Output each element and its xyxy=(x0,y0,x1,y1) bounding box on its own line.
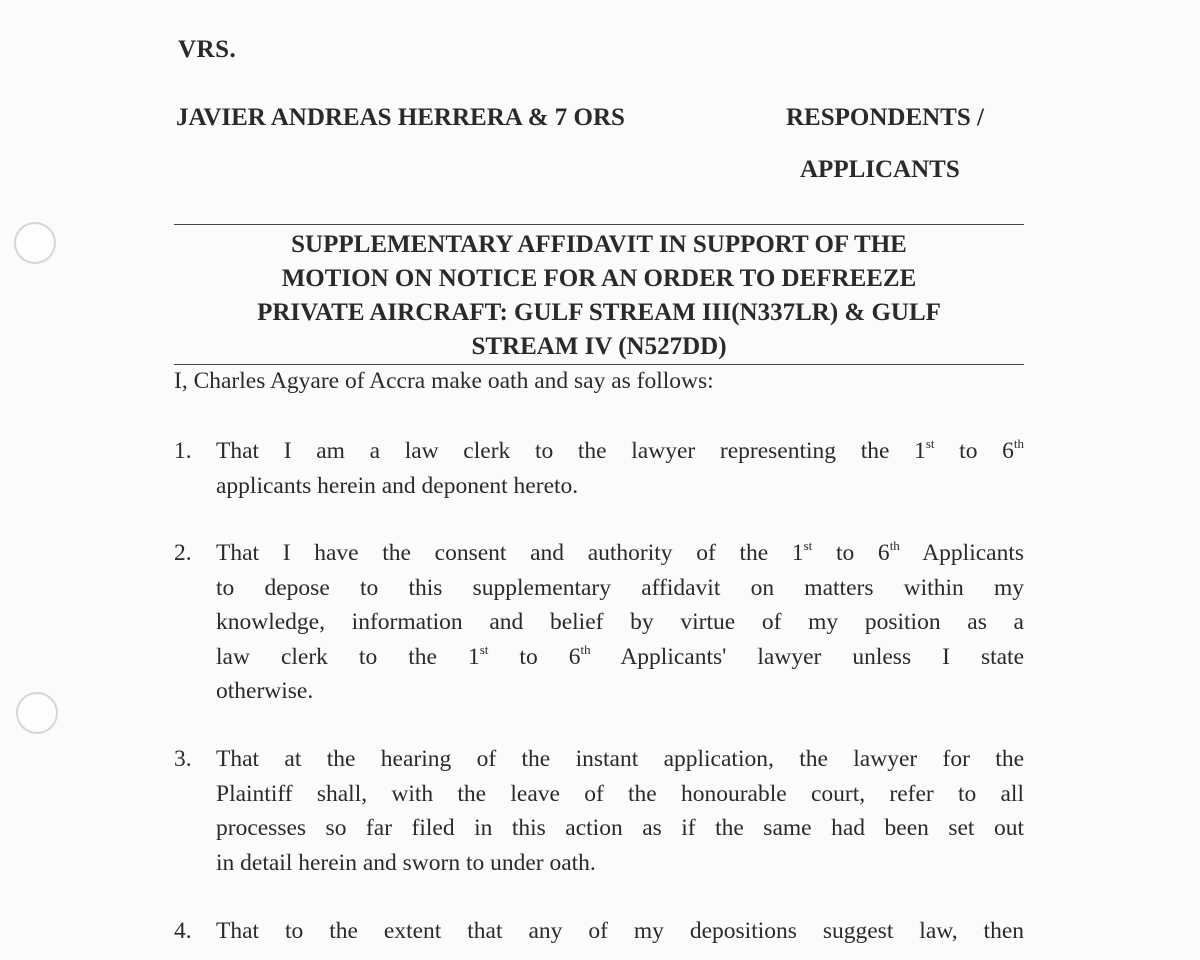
text-line: That at the hearing of the instant application, the lawyer for the xyxy=(216,746,1024,772)
title-bottom-rule xyxy=(174,364,1024,365)
text-line: That to the extent that any of my depositions suggest law, then xyxy=(216,918,1024,944)
title-line: PRIVATE AIRCRAFT: GULF STREAM III(N337LR) & GULF xyxy=(257,299,941,326)
paragraph-3 xyxy=(174,742,1024,880)
title-line: MOTION ON NOTICE FOR AN ORDER TO DEFREEZE xyxy=(281,265,917,292)
paragraph-4 xyxy=(174,914,1024,949)
text-line: in detail herein and sworn to under oath. xyxy=(216,849,596,876)
text-line: to depose to this supplementary affidavit on matters within my xyxy=(216,574,1024,601)
versus-label: VRS. xyxy=(178,36,237,63)
text-line: Plaintiff shall, with the leave of the honourable court, refer to all xyxy=(216,780,1024,807)
title-top-rule xyxy=(174,224,1024,225)
text-line: law clerk to the 1st to 6th Applicants' lawyer unless I state xyxy=(216,641,1025,670)
text-line: That I have the consent and authority of the 1st to 6th Applicants xyxy=(216,538,1025,566)
text-line: applicants herein and deponent hereto. xyxy=(216,472,579,499)
paragraph-2 xyxy=(174,536,1024,709)
paragraph-number: 1. xyxy=(174,438,192,464)
text-line: That I am a law clerk to the lawyer representing the 1st to 6th xyxy=(216,436,1024,464)
oath-intro: I, Charles Agyare of Accra make oath and say as follows: xyxy=(174,368,714,394)
respondent-parties: JAVIER ANDREAS HERRERA & 7 ORS xyxy=(176,104,625,131)
paragraph-text xyxy=(216,434,1024,503)
paragraph-number: 3. xyxy=(174,746,192,772)
title-line: SUPPLEMENTARY AFFIDAVIT IN SUPPORT OF THE xyxy=(291,231,907,258)
paragraph-text xyxy=(216,536,1024,709)
party-role-line-2: APPLICANTS xyxy=(800,156,960,183)
title-line: STREAM IV (N527DD) xyxy=(471,333,727,360)
party-role-line-1: RESPONDENTS / xyxy=(786,104,984,131)
text-line: processes so far filed in this action as if the same had been set out xyxy=(216,815,1024,841)
binder-hole-mark xyxy=(16,692,58,734)
paragraph-number: 2. xyxy=(174,540,192,566)
text-line: knowledge, information and belief by virtue of my position as a xyxy=(216,609,1024,635)
affidavit-title xyxy=(174,228,1024,364)
text-line: otherwise. xyxy=(216,678,314,704)
paragraph-text xyxy=(216,742,1024,880)
binder-hole-mark xyxy=(14,222,56,264)
paragraph-number: 4. xyxy=(174,918,192,944)
paragraph-1 xyxy=(174,434,1024,503)
paragraph-text xyxy=(216,914,1024,949)
